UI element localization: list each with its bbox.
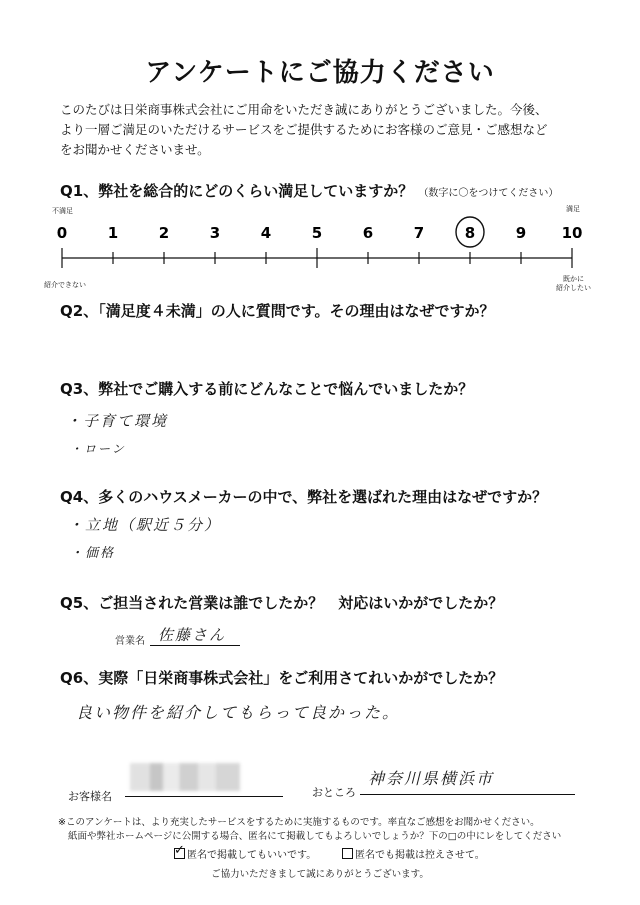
address-label: おところ [312, 786, 356, 799]
address-value: 神奈川県横浜市 [368, 769, 495, 788]
address-underline [360, 794, 575, 795]
page-title: アンケートにご協力ください [145, 58, 495, 88]
option-anonymous-ok[interactable] [174, 846, 316, 861]
question-3-text: Q3、弊社でご購入する前にどんなことで悩んでいましたか？ [60, 380, 474, 398]
question-2-text: Q2、「満足度４未満」の人に質問です。その理由はなぜですか？ [60, 302, 495, 320]
footer-note-1: ※このアンケートは、より充実したサービスをするために実施するものです。率直なご感想をお聞かせください。 [58, 817, 540, 828]
option-anonymous-ok-label: 匿名で掲載してもいいです。 [187, 850, 317, 861]
customer-name-underline [125, 796, 283, 797]
scale-number[interactable]: 8 [464, 224, 476, 242]
thanks-text: ご協力いただきまして誠にありがとうございます。 [211, 869, 429, 880]
scale-number[interactable]: 2 [158, 224, 170, 242]
scale-label-dissatisfied: 不満足 [52, 207, 73, 215]
question-6-text: Q6、実際「日栄商事株式会社」をご利用さてれいかがでしたか？ [60, 669, 504, 687]
scale-label-recommend-1: 既かに [563, 275, 584, 283]
question-4-text: Q4、多くのハウスメーカーの中で、弊社を選ばれた理由はなぜですか？ [60, 488, 548, 506]
checkbox-icon[interactable] [342, 848, 353, 859]
scale-number[interactable]: 5 [311, 224, 323, 242]
redacted-customer-name [130, 763, 240, 791]
sales-name-answer: 佐藤さん [158, 626, 227, 644]
scale-number[interactable]: 9 [515, 224, 527, 242]
footer-note-2: 紙面や弊社ホームページに公開する場合、匿名にて掲載してもよろしいでしょうか？下の□の中にレをしてください [68, 831, 562, 842]
customer-name-label: お客様名 [68, 790, 112, 803]
satisfaction-scale [40, 210, 620, 290]
question-6-answer: 良い物件を紹介してもらって良かった。 [76, 703, 401, 722]
scale-number[interactable]: 7 [413, 224, 425, 242]
question-4-answer: ・価格 [70, 546, 116, 561]
scale-label-satisfied: 満足 [566, 205, 580, 213]
sales-name-label: 営業名 [115, 636, 145, 647]
scale-label-recommend-2: 紹介したい [556, 284, 591, 292]
option-anonymous-decline[interactable] [342, 846, 485, 861]
scale-number[interactable]: 10 [561, 224, 583, 242]
checkbox-checked-icon[interactable] [174, 848, 185, 859]
scale-label-cannot-recommend: 紹介できない [44, 281, 86, 289]
question-3-answer: ・子育て環境 [66, 412, 169, 430]
question-4-answer: ・立地（駅近５分） [68, 516, 222, 534]
scale-number[interactable]: 4 [260, 224, 272, 242]
intro-line: をお聞かせくださいませ。 [60, 142, 210, 157]
question-3-answer: ・ローン [70, 442, 126, 456]
scale-number[interactable]: 6 [362, 224, 374, 242]
scale-number[interactable]: 0 [56, 224, 68, 242]
scale-number[interactable]: 1 [107, 224, 119, 242]
question-5-text: Q5、ご担当された営業は誰でしたか？ 対応はいかがでしたか？ [60, 594, 504, 612]
question-1-text: Q1、弊社を総合的にどのくらい満足していますか？ [60, 182, 414, 200]
intro-line: このたびは日栄商事株式会社にご用命をいただき誠にありがとうございました。今後、 [60, 102, 548, 117]
sales-name-underline [150, 645, 240, 646]
question-1 [60, 180, 558, 201]
question-1-note: （数字に〇をつけてください） [418, 188, 559, 199]
scale-number[interactable]: 3 [209, 224, 221, 242]
intro-text [60, 100, 600, 160]
option-anonymous-decline-label: 匿名でも掲載は控えさせて。 [355, 850, 485, 861]
intro-line: より一層ご満足のいただけるサービスをご提供するためにお客様のご意見・ご感想など [60, 122, 548, 137]
